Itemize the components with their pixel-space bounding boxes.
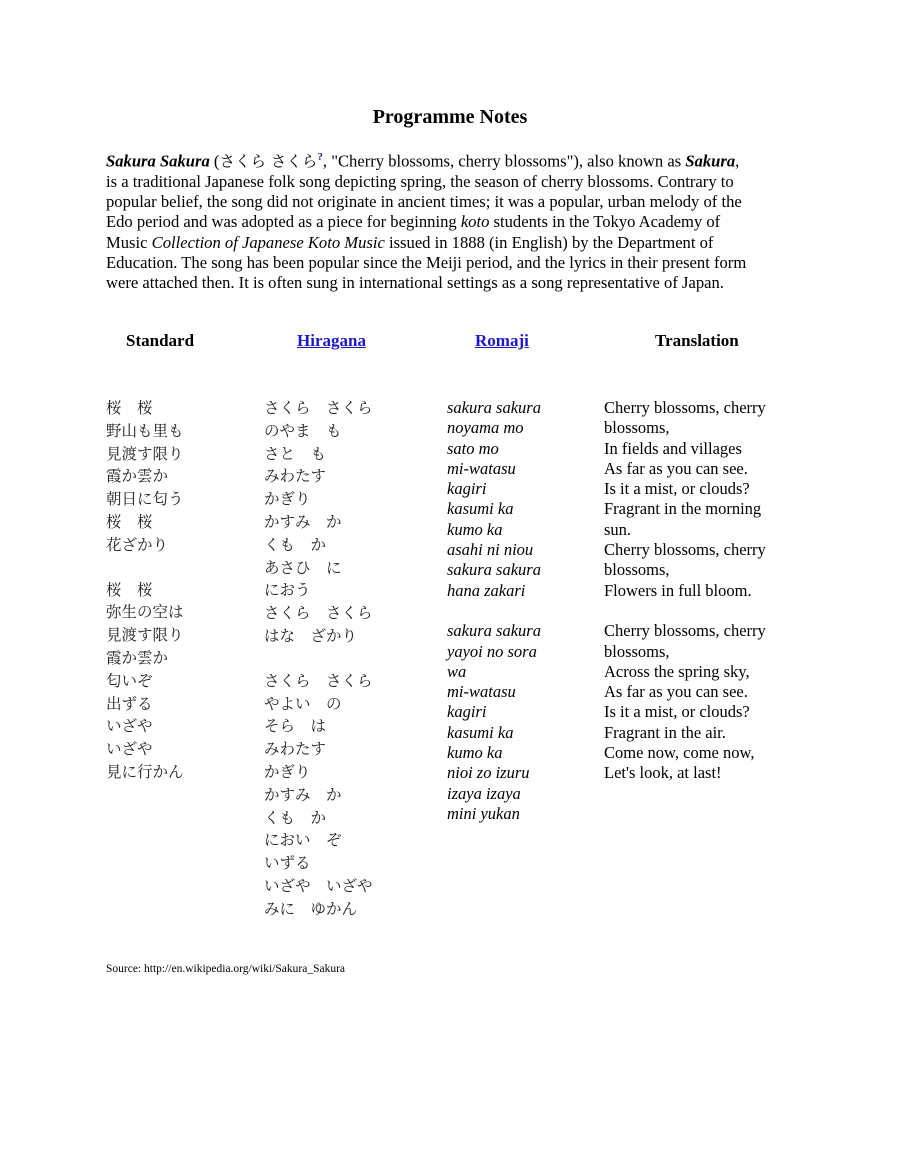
intro-text: Edo period and was adopted as a piece for beginning: [106, 212, 461, 232]
hiragana-verse-1: [264, 397, 373, 648]
song-title: Sakura Sakura: [106, 151, 210, 171]
lyric-line: 桜 桜: [106, 512, 153, 531]
lyric-line: みに ゆかん: [264, 899, 358, 918]
lyric-line: さくら さくら: [264, 399, 373, 417]
lyric-line: におう: [264, 581, 311, 600]
lyric-line: noyama mo: [447, 418, 524, 438]
intro-line-1: [106, 147, 796, 172]
lyric-line: さと も: [264, 444, 327, 463]
lyric-line: のやま も: [264, 421, 342, 440]
lyric-line: 見に行かん: [106, 762, 184, 781]
intro-line-6: Education. The song has been popular since the Meiji period, and the lyrics in their present form: [106, 253, 747, 273]
intro-text: (: [209, 151, 220, 171]
romaji-lyrics-column: [447, 398, 541, 824]
lyric-line: くも か: [264, 535, 327, 554]
lyric-line: やよい の: [264, 694, 342, 713]
lyric-line: sakura sakura: [447, 560, 541, 580]
source-citation: Source: http://en.wikipedia.org/wiki/Sakura_Sakura: [106, 963, 346, 975]
lyric-line: かすみ か: [264, 512, 342, 531]
lyric-line: wa: [447, 661, 467, 681]
lyric-line: はな ざかり: [264, 626, 358, 645]
intro-text: issued in 1888 (in English) by the Department of: [384, 232, 714, 252]
lyric-line: kumo ka: [447, 519, 503, 539]
lyric-line: 見渡す限り: [106, 626, 184, 645]
lyric-line: mi-watasu: [447, 682, 516, 702]
lyric-line: mi-watasu: [447, 458, 516, 478]
lyric-line: sato mo: [447, 438, 499, 458]
lyric-line: いずる: [264, 854, 311, 873]
intro-text: ,: [735, 151, 740, 171]
hiragana-lyrics-column: [264, 397, 373, 921]
intro-paragraph: [106, 147, 796, 294]
intro-line-4: [106, 212, 796, 232]
translation-line: Flowers in full bloom.: [604, 580, 752, 600]
translation-line: sun.: [604, 519, 632, 539]
intro-line-2: is a traditional Japanese folk song depicting spring, the season of cherry blossoms. Contrary to: [106, 171, 734, 191]
translation-verse-1: [604, 398, 766, 601]
lyric-line: かぎり: [264, 490, 311, 509]
lyric-line: 野山も里も: [106, 421, 184, 440]
translation-line: Let's look, at last!: [604, 763, 722, 783]
translation-line: In fields and villages: [604, 438, 742, 458]
lyric-line: 出ずる: [106, 694, 153, 713]
lyric-line: kasumi ka: [447, 499, 514, 519]
hiragana-verse-2: [264, 670, 373, 921]
alt-title: Sakura: [685, 151, 736, 171]
translation-line: blossoms,: [604, 560, 670, 580]
lyric-line: いざや: [106, 717, 153, 736]
lyric-line: sakura sakura: [447, 398, 541, 417]
translation-line: Cherry blossoms, cherry: [604, 621, 766, 641]
lyric-line: yayoi no sora: [447, 641, 537, 661]
lyric-line: nioi zo izuru: [447, 763, 530, 783]
translation-line: Cherry blossoms, cherry: [604, 540, 766, 560]
lyric-line: 花ざかり: [106, 535, 169, 554]
lyric-line: 見渡す限り: [106, 444, 184, 463]
lyric-line: 霞か雲か: [106, 467, 169, 486]
lyric-line: kagiri: [447, 479, 487, 499]
intro-text: , "Cherry blossoms, cherry blossoms"), also known as: [322, 151, 686, 171]
standard-lyrics-column: [106, 397, 184, 784]
translation-column: [604, 398, 766, 784]
translation-line: Across the spring sky,: [604, 661, 750, 681]
lyric-line: 匂いぞ: [106, 671, 153, 690]
collection-title: Collection of Japanese Koto Music: [151, 232, 385, 252]
translation-line: blossoms,: [604, 641, 670, 661]
lyric-line: いざや いざや: [264, 876, 373, 895]
romaji-verse-1: [447, 398, 541, 601]
romaji-verse-2: [447, 621, 541, 824]
lyric-line: みわたす: [264, 740, 327, 759]
translation-line: As far as you can see.: [604, 458, 748, 478]
intro-line-7: were attached then. It is often sung in international settings as a song representative of Japan.: [106, 273, 724, 293]
lyric-line: かすみ か: [264, 785, 342, 804]
intro-line-3: popular belief, the song did not originate in ancient times; it was a popular, urban melody of the: [106, 192, 742, 212]
column-header-translation: Translation: [655, 331, 739, 350]
lyric-line: さくら さくら: [264, 604, 373, 623]
lyric-line: かぎり: [264, 762, 311, 781]
japanese-title: さくら さくら: [219, 152, 318, 171]
translation-line: Come now, come now,: [604, 743, 755, 763]
translation-verse-2: [604, 621, 766, 783]
standard-verse-1: [106, 397, 184, 557]
lyric-line: そら は: [264, 717, 327, 736]
intro-line-5: [106, 233, 796, 253]
koto-term: koto: [460, 212, 490, 232]
lyric-line: 弥生の空は: [106, 603, 184, 622]
page-title: Programme Notes: [372, 106, 528, 128]
translation-line: As far as you can see.: [604, 682, 748, 702]
lyric-line: 桜 桜: [106, 580, 153, 599]
lyric-line: さくら さくら: [264, 671, 373, 690]
lyric-line: kumo ka: [447, 743, 503, 763]
lyric-line: asahi ni niou: [447, 540, 534, 560]
lyric-line: kasumi ka: [447, 722, 514, 742]
standard-verse-2: [106, 579, 184, 784]
lyric-line: みわたす: [264, 467, 327, 486]
lyric-line: におい ぞ: [264, 831, 342, 850]
intro-text: students in the Tokyo Academy of: [489, 212, 721, 232]
intro-text: Music: [106, 232, 152, 252]
translation-line: Is it a mist, or clouds?: [604, 479, 750, 499]
lyric-line: izaya izaya: [447, 783, 521, 803]
lyric-line: 霞か雲か: [106, 648, 169, 667]
lyric-line: あさひ に: [264, 558, 342, 577]
column-header-standard: Standard: [126, 331, 195, 350]
lyric-line: sakura sakura: [447, 621, 541, 641]
translation-line: Is it a mist, or clouds?: [604, 702, 750, 722]
lyric-line: mini yukan: [447, 803, 520, 823]
translation-line: Cherry blossoms, cherry: [604, 398, 766, 417]
translation-line: Fragrant in the morning: [604, 499, 762, 519]
lyric-line: 桜 桜: [106, 399, 153, 417]
translation-line: Fragrant in the air.: [604, 722, 726, 742]
lyric-line: kagiri: [447, 702, 487, 722]
pronunciation-help-link[interactable]: ?: [317, 151, 323, 163]
column-header-hiragana-link[interactable]: Hiragana: [297, 331, 366, 350]
translation-line: blossoms,: [604, 418, 670, 438]
column-header-romaji-link[interactable]: Romaji: [475, 331, 529, 350]
lyric-line: くも か: [264, 808, 327, 827]
lyric-line: いざや: [106, 740, 153, 759]
lyric-line: hana zakari: [447, 580, 526, 600]
lyric-line: 朝日に匂う: [106, 490, 184, 509]
